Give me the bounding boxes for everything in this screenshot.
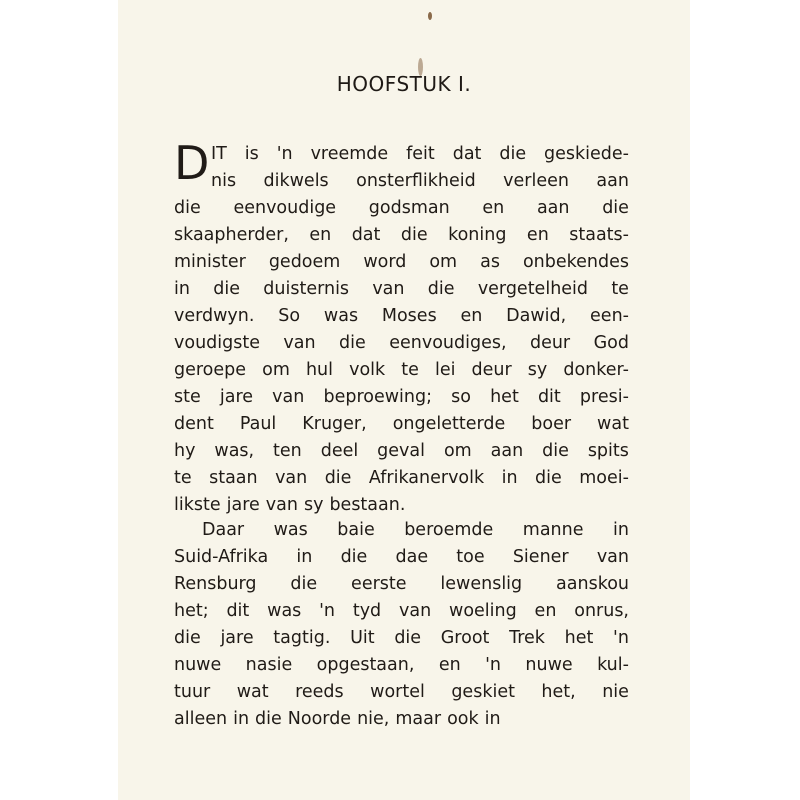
text-line: Rensburg die eerste lewenslig aanskou xyxy=(174,574,629,594)
text-line: minister gedoem word om as onbekendes xyxy=(174,252,629,272)
text-line: die jare tagtig. Uit die Groot Trek het 'n xyxy=(174,628,629,648)
text-line: die eenvoudige godsman en aan die xyxy=(174,198,629,218)
text-line: hy was, ten deel geval om aan die spits xyxy=(174,441,629,461)
paper-stain xyxy=(428,12,432,20)
text-line: nuwe nasie opgestaan, en 'n nuwe kul- xyxy=(174,655,629,675)
text-line: het; dit was 'n tyd van woeling en onrus, xyxy=(174,601,629,621)
paragraph-1 xyxy=(174,136,629,519)
chapter-title: HOOFSTUK I. xyxy=(336,72,472,96)
text-line: ste jare van beproewing; so het dit presi- xyxy=(174,387,629,407)
book-page xyxy=(118,0,690,800)
text-line: dent Paul Kruger, ongeletterde boer wat xyxy=(174,414,629,434)
text-line: te staan van die Afrikanervolk in die moei- xyxy=(174,468,629,488)
drop-cap: D xyxy=(174,136,210,190)
text-line: IT is 'n vreemde feit dat die geskiede- xyxy=(211,144,629,164)
text-line: alleen in die Noorde nie, maar ook in xyxy=(174,709,501,729)
text-line: verdwyn. So was Moses en Dawid, een- xyxy=(174,306,629,326)
paragraph-2 xyxy=(174,517,629,733)
text-line: in die duisternis van die vergetelheid te xyxy=(174,279,629,299)
text-line: skaapherder, en dat die koning en staats- xyxy=(174,225,629,245)
text-line: likste jare van sy bestaan. xyxy=(174,495,406,515)
text-line: tuur wat reeds wortel geskiet het, nie xyxy=(174,682,629,702)
text-line: nis dikwels onsterflikheid verleen aan xyxy=(211,171,629,191)
text-line: Daar was baie beroemde manne in xyxy=(202,520,629,540)
text-line: voudigste van die eenvoudiges, deur God xyxy=(174,333,629,353)
text-line: Suid-Afrika in die dae toe Siener van xyxy=(174,547,629,567)
text-line: geroepe om hul volk te lei deur sy donker- xyxy=(174,360,629,380)
